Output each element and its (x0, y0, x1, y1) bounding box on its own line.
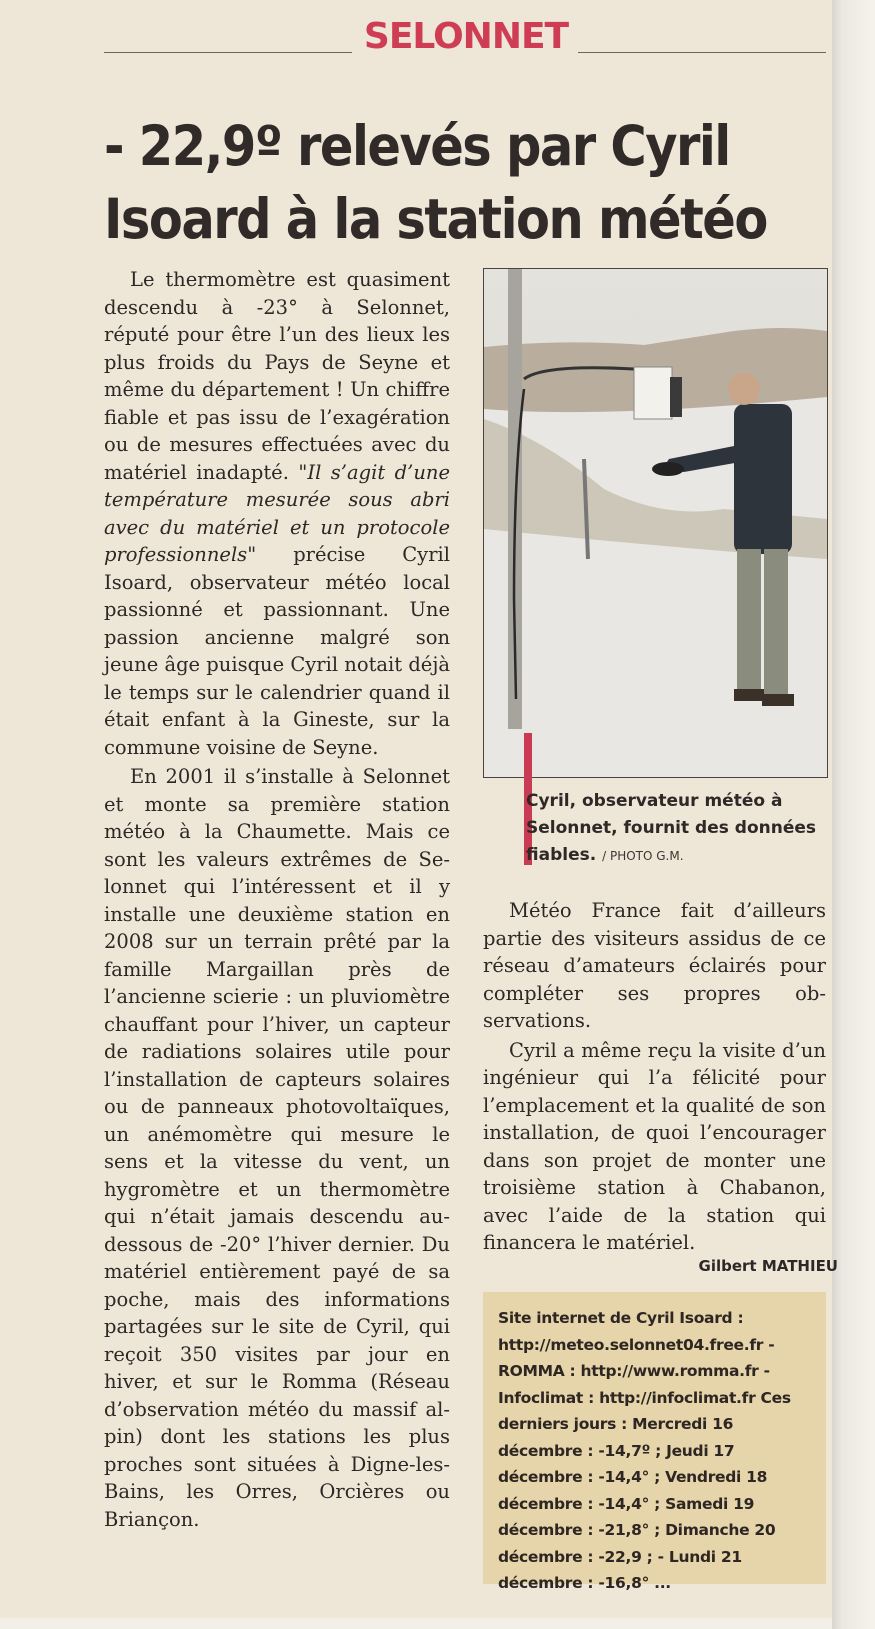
right-column (483, 897, 826, 1257)
paragraph-ingenieur: Cyril a même reçu la visite d’un ingénieur qui l’a félicité pour l’emplacement et la qualité de son installation, de quoi l’encourager dans son projet de monter une troisième station à Chabanon, avec l’aide de la station qui financera le matériel. (483, 1038, 826, 1254)
pull-quote: "Il s’agit d’une température mesurée sous abri avec du matériel et un protocole professionnels" (104, 460, 450, 566)
rubric-rule-right (578, 52, 826, 53)
photo-caption (526, 788, 836, 870)
author-signature: Gilbert MATHIEU (698, 1257, 838, 1275)
article-photo (483, 268, 828, 778)
paragraph-intro (104, 266, 450, 761)
caption-text: Cyril, observateur météo à Selonnet, fournit des données fiables. (526, 791, 817, 865)
quote-continuation: précise Cyril Isoard, observateur météo local passionné et passionnant. Une passion ancienne malgré son jeune âge puisque Cyril notait déjà le temps sur le calendrier quand il était enfant à la Gineste, sur la commune voisine de Seyne. (104, 543, 451, 759)
photo-credit: / PHOTO G.M. (602, 849, 684, 863)
section-rubric: SELONNET (363, 16, 569, 57)
photo-illustration (484, 269, 827, 777)
paragraph-station: En 2001 il s’installe à Selonnet et monte sa première station météo à la Chaumette. Mais ce sont les valeurs extrêmes de Selonnet qui l’intéressent et il y installe une deuxième station en 2008 sur un terrain prêté par la famille Margaillan près de l’ancienne scierie : un pluviomètre chauffant pour l’hiver, un capteur de radiations solaires utile pour l’installation de capteurs solaires ou de panneaux photovoltaïques, un anémomètre qui mesure le sens et la vitesse du vent, un hygromètre et un thermomètre qui n’était jamais descendu au-dessous de -20° l’hiver dernier. Du matériel entièrement payé de sa poche, mais des informations partagées sur le site de Cyril, qui reçoit 350 visites par jour en hiver, et sur le Romma (Réseau d’observation météo du massif alpin) dont les stations les plus proches sont situées à Digne-les-Bains, les Orres, Orcières ou Briançon. (104, 765, 450, 1531)
paragraph-meteo-france: Météo France fait d’ailleurs partie des visiteurs assidus de ce réseau d’amateurs éclairés pour compléter ses propres observations. (483, 899, 826, 1032)
rubric-rule-left (104, 52, 352, 53)
left-column (104, 266, 450, 1533)
info-box: Site internet de Cyril Isoard : http://meteo.selonnet04.free.fr - ROMMA : http://www.romma.fr - Infoclimat : http://infoclimat.fr Ces derniers jours : Mercredi 16 décembre : -14,7º ; Jeudi 17 décembre : -14,4° ; Vendredi 18 décembre : -14,4° ; Samedi 19 décembre : -21,8° ; Dimanche 20 décembre : -22,9 ; - Lundi 21 décembre : -16,8° ... (483, 1292, 826, 1584)
intro-text: Le thermomètre est quasiment descendu à -23° à Selonnet, réputé pour être l’un des lieux les plus froids du Pays de Seyne et même du département ! Un chiffre fiable et pas issu de l’exagération ou de mesures effectuées avec du matériel inadapté. (104, 268, 450, 484)
article-headline: - 22,9º relevés par Cyril Isoard à la station météo (104, 114, 767, 251)
